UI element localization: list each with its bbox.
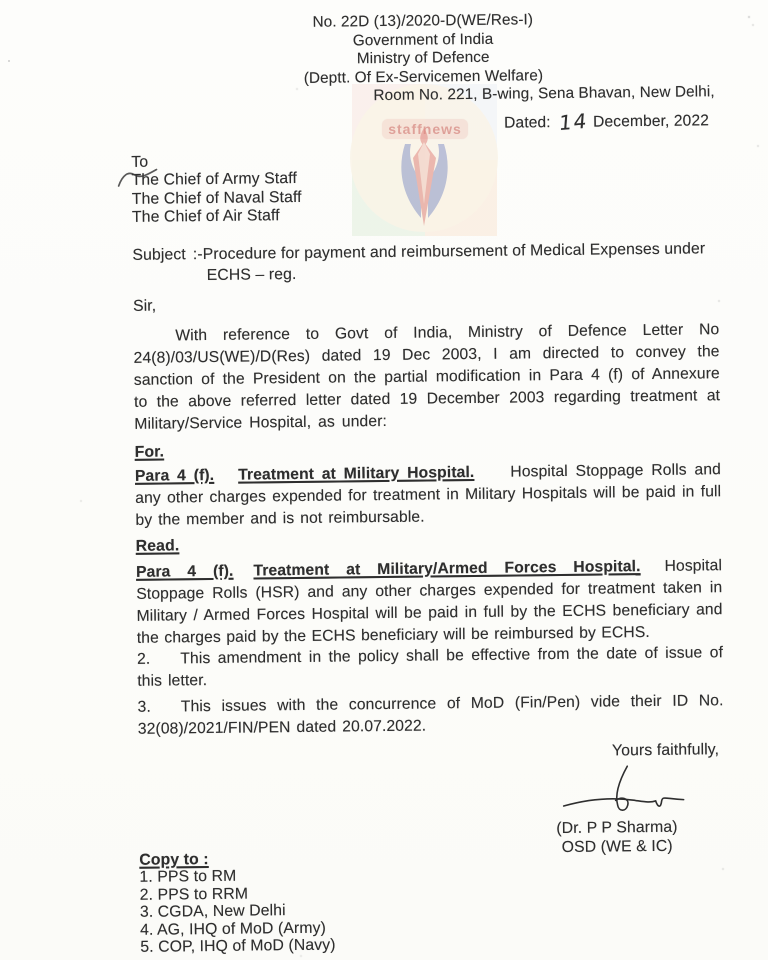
read-para-text: Hospital Stoppage Rolls (HSR) and any other charges expended for treatment taken in Military / Armed Forces Hospital will be paid in full by the ECHS beneficiary and the charges paid by the ECHS beneficiary will be reimbursed by ECHS. bbox=[136, 557, 723, 647]
subject-label: Subject bbox=[132, 246, 186, 264]
salutation: Sir, bbox=[132, 297, 157, 315]
handwritten-tick-icon bbox=[116, 165, 158, 189]
subject-line-1: :-Procedure for payment and reimbursement of Medical Expenses under bbox=[192, 240, 706, 264]
copy-to-item: 4. AG, IHQ of MoD (Army) bbox=[139, 919, 327, 939]
read-para-title: Treatment at Military/Armed Forces Hospital. bbox=[253, 558, 641, 580]
org-line-1: Government of India bbox=[352, 30, 494, 49]
copy-to-heading: Copy to : bbox=[139, 851, 209, 869]
body-paragraph-2 bbox=[137, 642, 723, 693]
date-label: Dated: bbox=[504, 114, 551, 132]
for-para-text: Hospital Stoppage Rolls and any other charges expended for treatment in Military Hospitals will be paid in full by the member and is not reimbursable. bbox=[135, 461, 722, 529]
copy-to-list bbox=[139, 863, 726, 957]
for-paragraph bbox=[135, 459, 722, 532]
org-line-2: Ministry of Defence bbox=[356, 48, 490, 68]
for-heading: For. bbox=[134, 443, 165, 461]
signatory-designation: OSD (WE & IC) bbox=[561, 837, 673, 857]
signature-block bbox=[511, 740, 722, 857]
paragraph-2-text: This amendment in the policy shall be effective from the date of issue of this letter. bbox=[137, 644, 724, 690]
copy-to-item: 5. COP, IHQ of MoD (Navy) bbox=[140, 936, 336, 956]
closing-phrase: Yours faithfully, bbox=[611, 741, 720, 760]
date-line bbox=[131, 108, 717, 137]
signatory-name: (Dr. P P Sharma) bbox=[556, 818, 678, 838]
to-label: To bbox=[131, 153, 149, 171]
read-para-label: Para 4 (f). bbox=[135, 562, 234, 581]
recipient-block bbox=[131, 147, 718, 227]
org-line-3: (Deptt. Of Ex-Servicemen Welfare) bbox=[303, 66, 544, 87]
date-rest: December, 2022 bbox=[593, 112, 710, 131]
recipient-line: The Chief of Army Staff bbox=[131, 170, 298, 190]
for-para-title: Treatment at Military Hospital. bbox=[238, 463, 475, 484]
read-paragraph bbox=[136, 555, 723, 650]
recipient-line: The Chief of Naval Staff bbox=[131, 188, 302, 208]
subject-block bbox=[132, 238, 718, 287]
copy-to-item: 3. CGDA, New Delhi bbox=[139, 902, 286, 922]
copy-to-item: 1. PPS to RM bbox=[139, 868, 237, 887]
recipient-line: The Chief of Air Staff bbox=[131, 207, 280, 227]
subject-line-2: ECHS – reg. bbox=[206, 265, 297, 284]
letterhead bbox=[130, 9, 717, 109]
body-paragraph-3 bbox=[137, 690, 723, 741]
paragraph-2-number: 2. bbox=[136, 650, 151, 668]
paragraph-3-text: This issues with the concurrence of MoD (Fin/Pen) vide their ID No. 32(08)/2021/FIN/PEN dated 20.07.2022. bbox=[137, 692, 724, 738]
ref-number: No. 22D (13)/2020-D(WE/Res-I) bbox=[312, 11, 534, 31]
read-heading: Read. bbox=[135, 537, 180, 555]
watermark-text: staffnews bbox=[388, 121, 462, 137]
address-line: Room No. 221, B-wing, Sena Bhavan, New Delhi, bbox=[373, 83, 715, 105]
body-paragraph-1: With reference to Govt of India, Ministry of Defence Letter No 24(8)/03/US(WE)/D(Res) dated 19 Dec 2003, I am directed to convey the sanction of the President on the partial modification in Para 4 (f) of Annexure to the above referred letter dated 19 December 2003 regarding treatment at Military/Service Hospital, as under: bbox=[133, 321, 721, 433]
copy-to-item: 2. PPS to RRM bbox=[139, 885, 249, 904]
handwritten-date-day: 14 bbox=[557, 108, 589, 136]
paragraph-3-number: 3. bbox=[137, 698, 151, 716]
signature-scribble-icon bbox=[541, 763, 692, 819]
copy-to-block bbox=[139, 845, 726, 956]
for-para-label: Para 4 (f). bbox=[134, 466, 215, 485]
